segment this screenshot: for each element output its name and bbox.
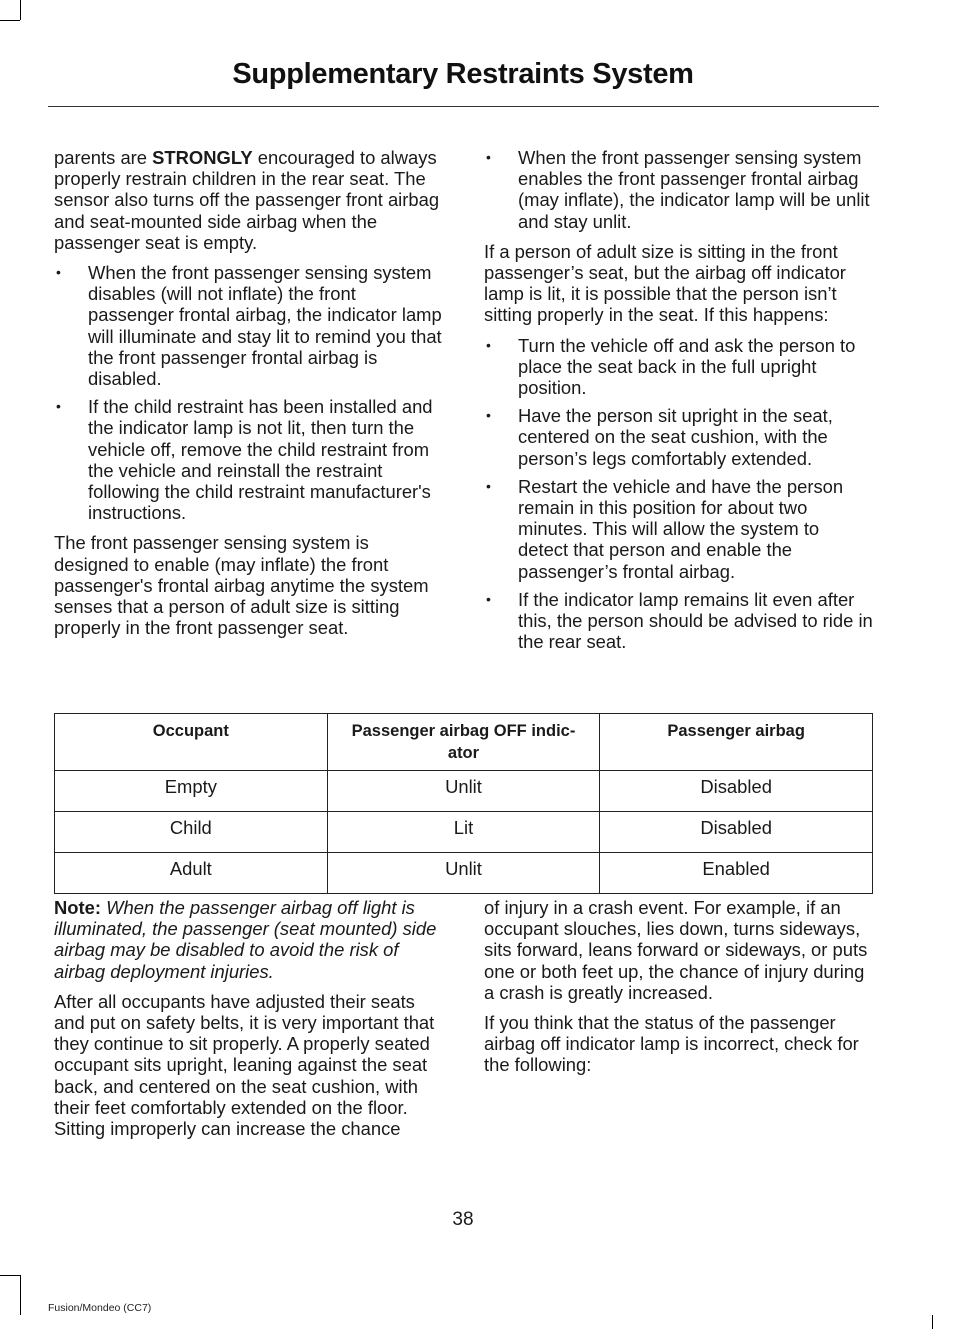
bullet: • [486, 407, 491, 424]
list-item-text: If the indicator lamp remains lit even after this, the person should be advised to ride in the rear seat. [518, 588, 873, 653]
list-item-text: Have the person sit upright in the seat, centered on the seat cushion, with the person’s legs comfortably extended. [518, 405, 833, 469]
bullet: • [486, 149, 491, 165]
table-cell: Lit [327, 812, 600, 853]
bottom-right-column [484, 897, 874, 1085]
title-rule [48, 106, 879, 107]
table-cell: Unlit [327, 771, 600, 812]
bottom-left-column [54, 897, 444, 1148]
list-item-text: Turn the vehicle off and ask the person to place the seat back in the full upright position. [518, 334, 856, 399]
paragraph [54, 147, 444, 253]
bullet: • [56, 264, 61, 281]
bullet: • [56, 398, 61, 415]
table-cell: Unlit [327, 853, 600, 894]
page-title: Supplementary Restraints System [232, 58, 694, 90]
list-item [484, 405, 874, 469]
occupant-airbag-table [54, 713, 873, 894]
paragraph: of injury in a crash event. For example, if an occupant slouches, lies down, turns sideways, sits forward, leans forward or sideways, or puts one or both feet up, the chance of injury during a crash is greatly increased. [484, 897, 868, 1003]
bullet: • [486, 336, 491, 353]
crop-mark [0, 1275, 20, 1276]
table-cell: Enabled [600, 853, 873, 894]
note [54, 897, 444, 982]
list-item [484, 147, 874, 232]
header-line: ator [447, 744, 480, 762]
list-item [484, 589, 874, 653]
list-item-text: If the child restraint has been installed and the indicator lamp is not lit, then turn the vehicle off, remove the child restraint from the vehicle and reinstall the restraint following the child restraint manufacturer's instructions. [88, 396, 433, 524]
note-text: When the passenger airbag off light is illuminated, the passenger (seat mounted) side airbag may be disabled to avoid the risk of airbag deployment injuries. [54, 897, 437, 982]
footer-model: Fusion/Mondeo (CC7) [48, 1302, 152, 1314]
table-cell: Empty [55, 771, 328, 812]
column-header-occupant: Occupant [55, 714, 328, 771]
column-header-indicator [327, 714, 600, 771]
bullet-list [54, 262, 444, 523]
note-label: Note: [54, 897, 101, 918]
list-item-text: Restart the vehicle and have the person remain in this position for about two minutes. This will allow the system to detect that person and enable the passenger’s frontal airbag. [518, 475, 844, 582]
table-cell: Adult [55, 853, 328, 894]
table-row [55, 771, 873, 812]
header-line: Passenger airbag OFF indic- [351, 722, 576, 740]
crop-mark [0, 20, 20, 21]
bullet-list [484, 147, 874, 232]
list-item [484, 335, 874, 399]
bullet-list [484, 335, 874, 653]
table-cell: Disabled [600, 771, 873, 812]
crop-mark [932, 1315, 933, 1329]
list-item [54, 262, 444, 389]
text: encouraged to always properly restrain children in the rear seat. The sensor also turns off the passenger front airbag and seat-mounted side airbag when the passenger seat is empty. [54, 147, 440, 253]
table-cell: Disabled [600, 812, 873, 853]
table-header-row [55, 714, 873, 771]
table-cell: Child [55, 812, 328, 853]
table-row [55, 853, 873, 894]
right-column [484, 147, 874, 661]
paragraph: The front passenger sensing system is designed to enable (may inflate) the front passenger's frontal airbag anytime the system senses that a person of adult size is sitting properly in the front passenger seat. [54, 532, 429, 639]
crop-mark [20, 0, 21, 20]
paragraph: After all occupants have adjusted their seats and put on safety belts, it is very important that they continue to sit properly. A properly seated occupant sits upright, leaning against the seat back, and centered on the seat cushion, with their feet comfortably extended on the floor. Sitting improperly can increase the chance [54, 990, 435, 1140]
crop-mark [20, 1275, 21, 1315]
bullet: • [486, 590, 491, 607]
column-header-airbag: Passenger airbag [600, 714, 873, 771]
paragraph: If you think that the status of the passenger airbag off indicator lamp is incorrect, check for the following: [484, 1012, 859, 1076]
paragraph: If a person of adult size is sitting in the front passenger’s seat, but the airbag off indicator lamp is lit, it is possible that the person isn’t sitting properly in the seat. If this happens: [484, 240, 846, 326]
table-row [55, 812, 873, 853]
emphasis-strongly: STRONGLY [152, 147, 253, 168]
list-item [54, 396, 444, 523]
text: parents are [54, 147, 153, 168]
left-column [54, 147, 444, 647]
list-item [484, 476, 874, 582]
page-number: 38 [452, 1209, 474, 1230]
list-item-text: When the front passenger sensing system enables the front passenger frontal airbag (may inflate), the indicator lamp will be unlit and stay unlit. [518, 147, 870, 232]
bullet: • [486, 477, 491, 494]
list-item-text: When the front passenger sensing system disables (will not inflate) the front passenger frontal airbag, the indicator lamp will illuminate and stay lit to remind you that the front passenger frontal airbag is disabled. [88, 262, 442, 390]
